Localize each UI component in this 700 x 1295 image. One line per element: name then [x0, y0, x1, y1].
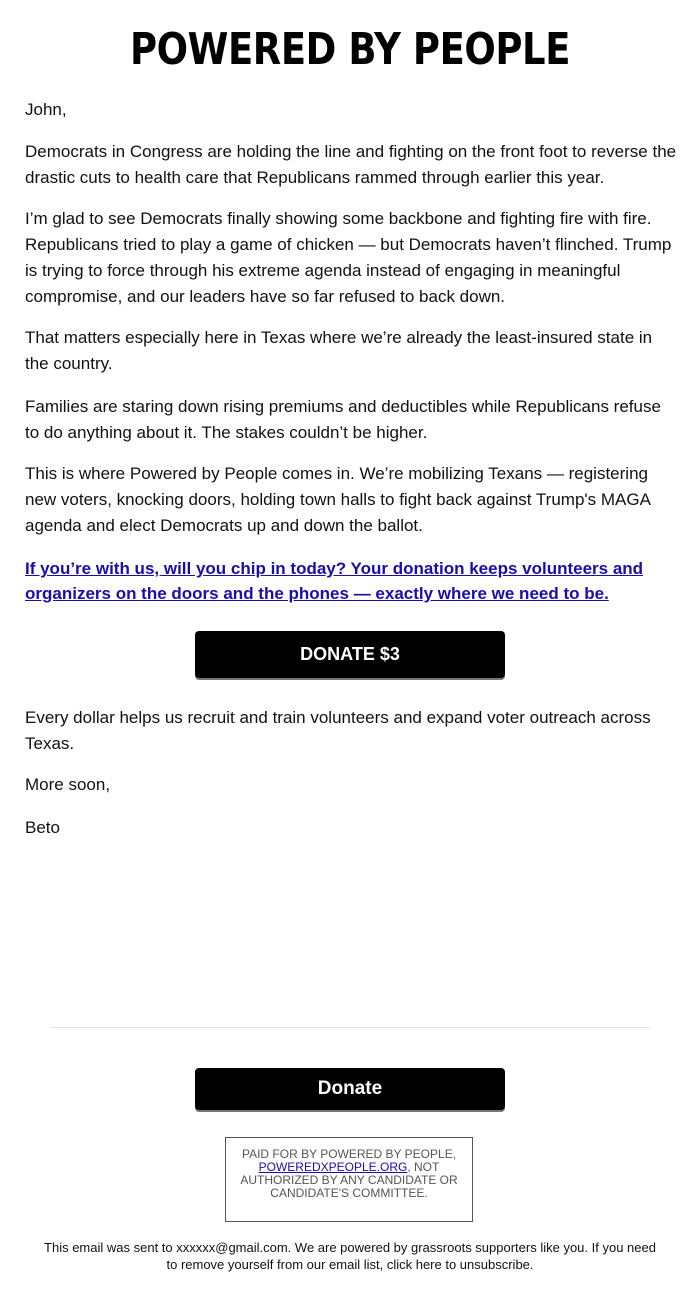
disclaimer-text-pre: PAID FOR BY POWERED BY PEOPLE, — [241, 1147, 457, 1161]
footer-notice: This email was sent to xxxxxx@gmail.com. We are powered by grassroots supporters like you. If you need to remove yourself from our email list, click here to unsubscribe. — [44, 1240, 656, 1272]
email-signature: Beto — [25, 818, 60, 837]
donation-cta-link[interactable]: If you’re with us, will you chip in today? Your donation keeps volunteers and organizers on the doors and the phones — exactly where we need to be. — [25, 559, 644, 603]
donate-button[interactable]: Donate — [195, 1068, 505, 1110]
disclaimer-site-link[interactable]: POWEREDXPEOPLE.ORG — [258, 1160, 408, 1174]
footer-divider — [50, 1027, 650, 1028]
email-paragraph-2: I’m glad to see Democrats finally showing some backbone and fighting fire with fire. Republicans tried to play a game of chicken — but Democrats haven’t flinched. Trump is trying to force through his extreme agenda instead of engaging in meaningful compromise, and our leaders have so far refused to back down. — [25, 209, 672, 306]
email-greeting: John, — [25, 100, 67, 119]
email-paragraph-5: This is where Powered by People comes in. We’re mobilizing Texans — registering new voters, knocking doors, holding town halls to fight back against Trump's MAGA agenda and elect Democrats up and down the ballot. — [25, 464, 651, 535]
donate-3-button[interactable]: DONATE $3 — [195, 631, 505, 678]
email-paragraph-1: Democrats in Congress are holding the line and fighting on the front foot to reverse the drastic cuts to health care that Republicans rammed through earlier this year. — [25, 142, 677, 187]
email-paragraph-4: Families are staring down rising premiums and deductibles while Republicans refuse to do anything about it. The stakes couldn’t be higher. — [25, 397, 661, 442]
disclaimer-text-post: , NOT AUTHORIZED BY ANY CANDIDATE OR CANDIDATE'S COMMITTEE. — [240, 1160, 458, 1200]
brand-logo: POWERED BY PEOPLE — [129, 24, 571, 75]
paid-for-disclaimer — [225, 1137, 473, 1222]
email-paragraph-after-button: Every dollar helps us recruit and train volunteers and expand voter outreach across Texas. — [25, 708, 651, 753]
email-paragraph-3: That matters especially here in Texas where we’re already the least-insured state in the country. — [25, 328, 653, 373]
email-signoff: More soon, — [25, 775, 111, 794]
